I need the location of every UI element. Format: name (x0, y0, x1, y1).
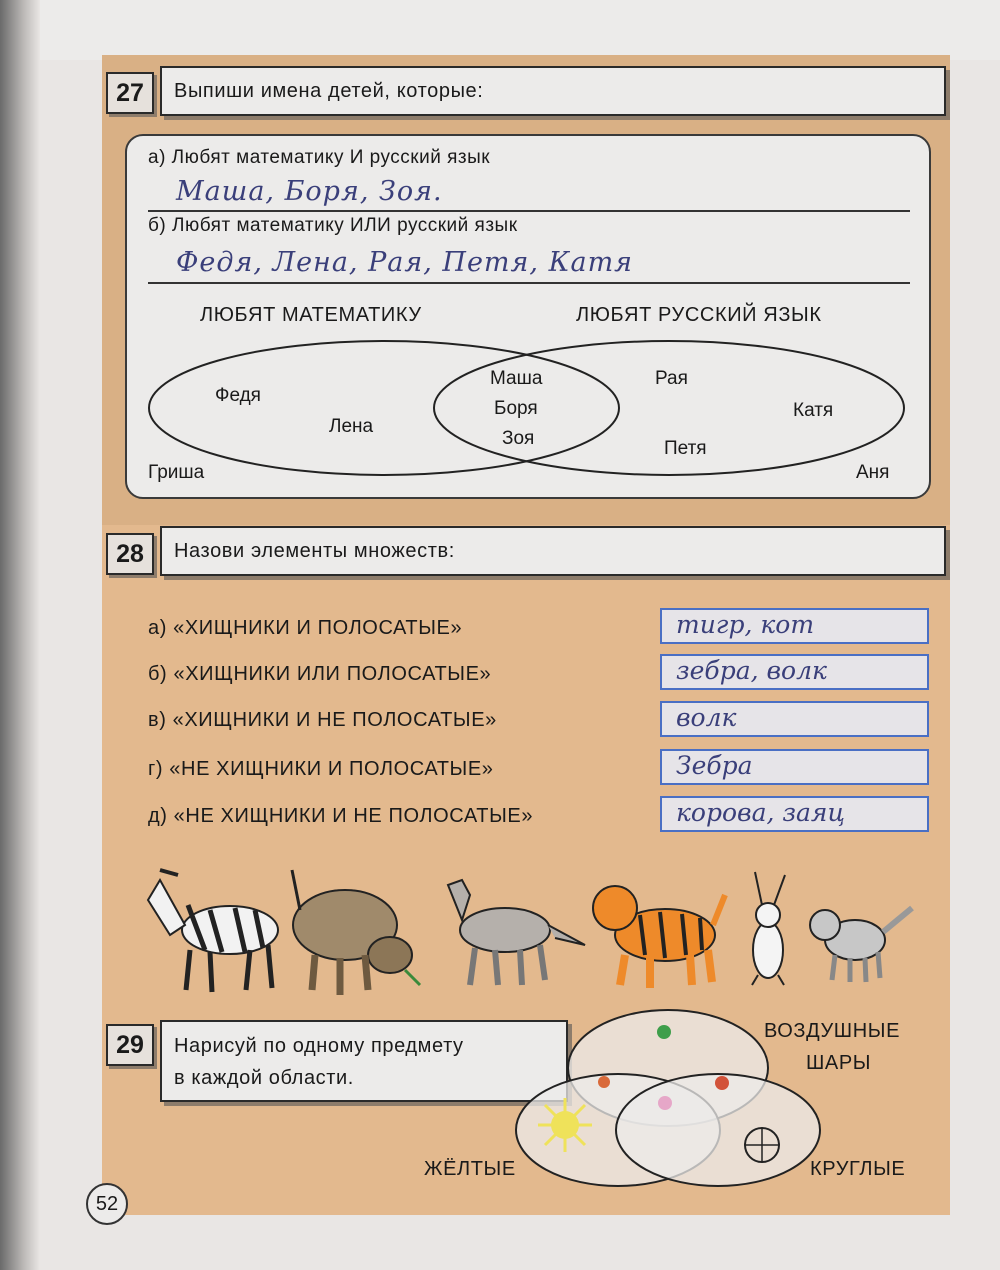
name-raya: Рая (655, 368, 688, 389)
task28-number: 28 (106, 533, 154, 575)
task29-title-line1: Нарисуй по одному предмету (174, 1035, 464, 1057)
answer-d: Зебра (676, 751, 753, 780)
name-grisha: Гриша (148, 462, 205, 483)
name-petya: Петя (664, 438, 707, 459)
label-balloons-line1: ВОЗДУШНЫЕ (764, 1020, 901, 1042)
set-item-a: а) «ХИЩНИКИ И ПОЛОСАТЫЕ» (148, 617, 463, 639)
label-yellow: ЖЁЛТЫЕ (424, 1158, 516, 1180)
question-a: а) Любят математику И русский язык (148, 147, 491, 168)
label-round: КРУГЛЫЕ (810, 1158, 906, 1180)
balloon-green-drawing (657, 1025, 671, 1039)
answer-c: волк (676, 703, 737, 732)
name-katya: Катя (793, 400, 834, 421)
name-borya: Боря (494, 398, 538, 419)
name-zoya: Зоя (502, 428, 535, 449)
balloon-orange-drawing (598, 1076, 610, 1088)
balloon-pink-drawing (658, 1096, 672, 1110)
task29-number: 29 (106, 1024, 154, 1066)
answer-b: зебра, волк (676, 656, 827, 685)
name-lena: Лена (329, 416, 374, 437)
balloon-red-drawing (715, 1076, 729, 1090)
name-fedya: Федя (215, 385, 261, 406)
page-number: 52 (86, 1183, 128, 1225)
task27-title: Выпиши имена детей, которые: (160, 66, 946, 116)
task29-title-line2: в каждой области. (174, 1067, 354, 1089)
wheel-drawing (745, 1128, 779, 1162)
task28-title: Назови элементы множеств: (160, 526, 946, 576)
set-russian-label: ЛЮБЯТ РУССКИЙ ЯЗЫК (576, 304, 822, 326)
label-balloons-line2: ШАРЫ (806, 1052, 872, 1074)
name-masha: Маша (490, 368, 543, 389)
name-anya: Аня (856, 462, 890, 483)
question-b: б) Любят математику ИЛИ русский язык (148, 215, 518, 236)
set-item-c: в) «ХИЩНИКИ И НЕ ПОЛОСАТЫЕ» (148, 709, 497, 731)
answer-a: тигр, кот (676, 610, 815, 639)
answer-a-handwritten[interactable]: Маша, Боря, Зоя. (176, 176, 443, 207)
set-item-e: д) «НЕ ХИЩНИКИ И НЕ ПОЛОСАТЫЕ» (148, 805, 534, 827)
set-math-label: ЛЮБЯТ МАТЕМАТИКУ (200, 304, 422, 326)
answer-e: корова, заяц (676, 798, 845, 827)
sun-drawing (538, 1098, 592, 1152)
round-ellipse (616, 1074, 820, 1186)
set-item-d: г) «НЕ ХИЩНИКИ И ПОЛОСАТЫЕ» (148, 758, 494, 780)
task27-number: 27 (106, 72, 154, 114)
set-item-b: б) «ХИЩНИКИ ИЛИ ПОЛОСАТЫЕ» (148, 663, 492, 685)
answer-b-handwritten[interactable]: Федя, Лена, Рая, Петя, Катя (176, 247, 634, 278)
